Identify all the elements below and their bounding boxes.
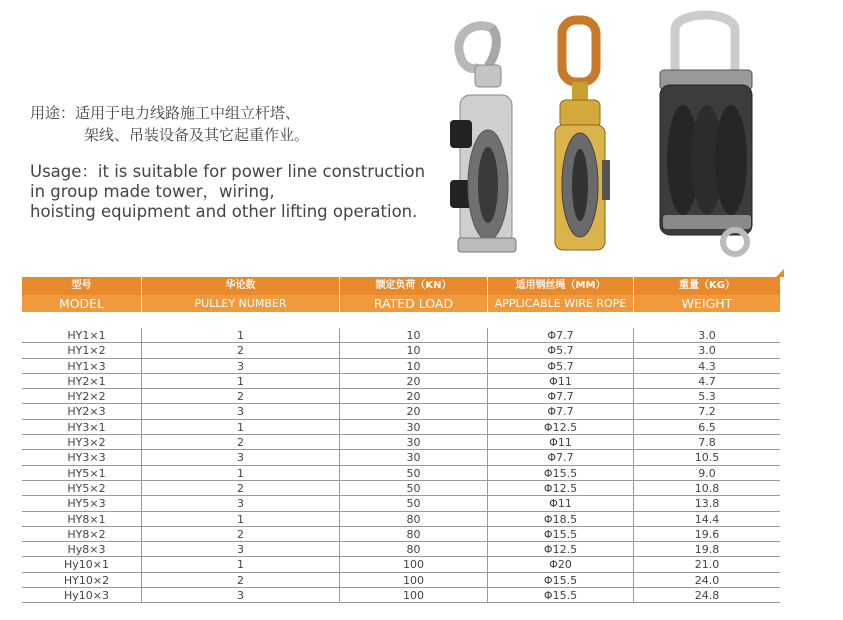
- cell-weight: 7.2: [698, 405, 716, 419]
- cell-model: HY1×3: [22, 359, 142, 373]
- usage-cn-line1: 用途：适用于电力线路施工中组立杆塔、: [30, 104, 301, 122]
- cell-wire-rope: Φ18.5: [488, 512, 634, 526]
- cell-wire-rope: Φ11: [488, 435, 634, 449]
- cell-rated-load: 50: [340, 496, 488, 510]
- cell-weight: 10.8: [694, 481, 720, 495]
- cell-weight: 24.8: [694, 589, 720, 603]
- cell-weight: 10.5: [694, 451, 720, 465]
- cell-pulley-number: 3: [142, 588, 340, 602]
- cell-pulley-number: 2: [142, 435, 340, 449]
- cell-weight: 24.0: [694, 573, 720, 587]
- cell-wire-rope: Φ7.7: [488, 328, 634, 342]
- cell-weight: 4.3: [698, 359, 716, 373]
- cell-wire-rope: Φ20: [488, 557, 634, 571]
- cell-wire-rope: Φ7.7: [488, 404, 634, 418]
- cell-wire-rope: Φ5.7: [488, 359, 634, 373]
- cell-wire-rope: Φ7.7: [488, 389, 634, 403]
- cell-pulley-number: 1: [142, 512, 340, 526]
- table-row: [22, 359, 780, 374]
- header-en-pulley-number: PULLEY NUMBER: [142, 295, 340, 312]
- cell-rated-load: 100: [340, 588, 488, 602]
- header-cn-wire-rope: 适用钢丝绳（MM）: [488, 277, 634, 295]
- cell-wire-rope: Φ15.5: [488, 527, 634, 541]
- cell-rated-load: 80: [340, 527, 488, 541]
- cell-pulley-number: 1: [142, 374, 340, 388]
- specification-table: [22, 328, 780, 603]
- cell-weight: 7.8: [698, 436, 716, 450]
- cell-pulley-number: 3: [142, 450, 340, 464]
- cell-pulley-number: 1: [142, 466, 340, 480]
- header-en-wire-rope: APPLICABLE WIRE ROPE: [488, 295, 634, 312]
- table-row: [22, 557, 780, 572]
- header-en-weight: WEIGHT: [634, 295, 780, 312]
- table-row: [22, 435, 780, 450]
- cell-model: Hy8×3: [22, 542, 142, 556]
- product-photos: [430, 10, 780, 260]
- cell-rated-load: 30: [340, 420, 488, 434]
- table-row: [22, 343, 780, 358]
- cell-weight: 4.7: [698, 374, 716, 388]
- swivel-eye-pulley-icon: [555, 20, 610, 250]
- cell-model: HY1×2: [22, 343, 142, 357]
- cell-weight: 13.8: [694, 497, 720, 511]
- header-cn-model: 型号: [22, 277, 142, 295]
- cell-model: HY3×1: [22, 420, 142, 434]
- cell-weight: 19.6: [694, 527, 720, 541]
- cell-weight: 19.8: [694, 543, 720, 557]
- table-row: [22, 496, 780, 511]
- table-row: [22, 527, 780, 542]
- cell-weight: 3.0: [698, 344, 716, 358]
- cell-rated-load: 80: [340, 542, 488, 556]
- usage-en-line2: in group made tower，wiring,: [30, 182, 275, 201]
- cell-pulley-number: 2: [142, 481, 340, 495]
- table-row: [22, 328, 780, 343]
- cell-rated-load: 80: [340, 512, 488, 526]
- cell-pulley-number: 3: [142, 496, 340, 510]
- cell-model: Hy10×1: [22, 557, 142, 571]
- cell-pulley-number: 2: [142, 389, 340, 403]
- cell-wire-rope: Φ12.5: [488, 481, 634, 495]
- cell-wire-rope: Φ11: [488, 374, 634, 388]
- cell-model: HY2×1: [22, 374, 142, 388]
- cell-model: Hy10×3: [22, 588, 142, 602]
- table-row: [22, 404, 780, 419]
- cell-wire-rope: Φ12.5: [488, 542, 634, 556]
- cell-weight: 5.3: [698, 390, 716, 404]
- header-corner-decoration: [776, 269, 784, 277]
- cell-pulley-number: 3: [142, 359, 340, 373]
- cell-weight: 9.0: [698, 466, 716, 480]
- cell-pulley-number: 1: [142, 557, 340, 571]
- cell-weight: 14.4: [694, 512, 720, 526]
- cell-model: HY2×2: [22, 389, 142, 403]
- cell-weight: 6.5: [698, 420, 716, 434]
- table-row: [22, 420, 780, 435]
- cell-weight: 3.0: [698, 329, 716, 342]
- triple-shackle-pulley-icon: [660, 15, 752, 254]
- cell-rated-load: 10: [340, 343, 488, 357]
- usage-en-line1: Usage：it is suitable for power line construction: [30, 162, 426, 181]
- cell-pulley-number: 2: [142, 527, 340, 541]
- cell-rated-load: 10: [340, 328, 488, 342]
- cell-model: HY10×2: [22, 573, 142, 587]
- cell-rated-load: 100: [340, 573, 488, 587]
- header-cn-rated-load: 额定负荷（KN）: [340, 277, 488, 295]
- cell-wire-rope: Φ15.5: [488, 573, 634, 587]
- header-cn-weight: 重量（KG）: [634, 277, 780, 295]
- usage-en-line3: hoisting equipment and other lifting operation.: [30, 202, 418, 221]
- pulley-illustrations: [430, 10, 780, 260]
- cell-rated-load: 20: [340, 389, 488, 403]
- cell-model: HY5×3: [22, 496, 142, 510]
- cell-rated-load: 100: [340, 557, 488, 571]
- cell-rated-load: 50: [340, 466, 488, 480]
- cell-pulley-number: 2: [142, 343, 340, 357]
- table-header: [22, 277, 780, 312]
- cell-model: HY8×1: [22, 512, 142, 526]
- cell-rated-load: 30: [340, 435, 488, 449]
- table-row: [22, 573, 780, 588]
- table-row: [22, 542, 780, 557]
- cell-model: HY3×3: [22, 450, 142, 464]
- cell-rated-load: 10: [340, 359, 488, 373]
- cell-model: HY2×3: [22, 404, 142, 418]
- usage-cn-line2: 架线、吊装设备及其它起重作业。: [84, 126, 310, 144]
- header-row-chinese: [22, 277, 780, 295]
- usage-chinese: [30, 102, 309, 146]
- cell-wire-rope: Φ5.7: [488, 343, 634, 357]
- cell-wire-rope: Φ15.5: [488, 466, 634, 480]
- cell-model: HY3×2: [22, 435, 142, 449]
- header-cn-pulley-number: 华论数: [142, 277, 340, 295]
- usage-english: [30, 162, 425, 222]
- cell-wire-rope: Φ12.5: [488, 420, 634, 434]
- header-en-model: MODEL: [22, 295, 142, 312]
- cell-rated-load: 30: [340, 450, 488, 464]
- cell-model: HY5×2: [22, 481, 142, 495]
- table-row: [22, 588, 780, 603]
- cell-pulley-number: 1: [142, 420, 340, 434]
- cell-wire-rope: Φ15.5: [488, 588, 634, 602]
- cell-pulley-number: 1: [142, 328, 340, 342]
- table-row: [22, 512, 780, 527]
- cell-rated-load: 20: [340, 374, 488, 388]
- cell-wire-rope: Φ7.7: [488, 450, 634, 464]
- cell-pulley-number: 3: [142, 404, 340, 418]
- table-row: [22, 389, 780, 404]
- table-row: [22, 466, 780, 481]
- cell-weight: 21.0: [694, 558, 720, 572]
- cell-wire-rope: Φ11: [488, 496, 634, 510]
- cell-pulley-number: 3: [142, 542, 340, 556]
- table-row: [22, 450, 780, 465]
- header-en-rated-load: RATED LOAD: [340, 295, 488, 312]
- cell-model: HY5×1: [22, 466, 142, 480]
- table-row: [22, 481, 780, 496]
- cell-model: HY8×2: [22, 527, 142, 541]
- header-row-english: [22, 295, 780, 312]
- cell-rated-load: 20: [340, 404, 488, 418]
- cell-rated-load: 50: [340, 481, 488, 495]
- cell-model: HY1×1: [22, 328, 142, 342]
- table-row: [22, 374, 780, 389]
- cell-pulley-number: 2: [142, 573, 340, 587]
- single-hook-pulley-icon: [450, 26, 516, 252]
